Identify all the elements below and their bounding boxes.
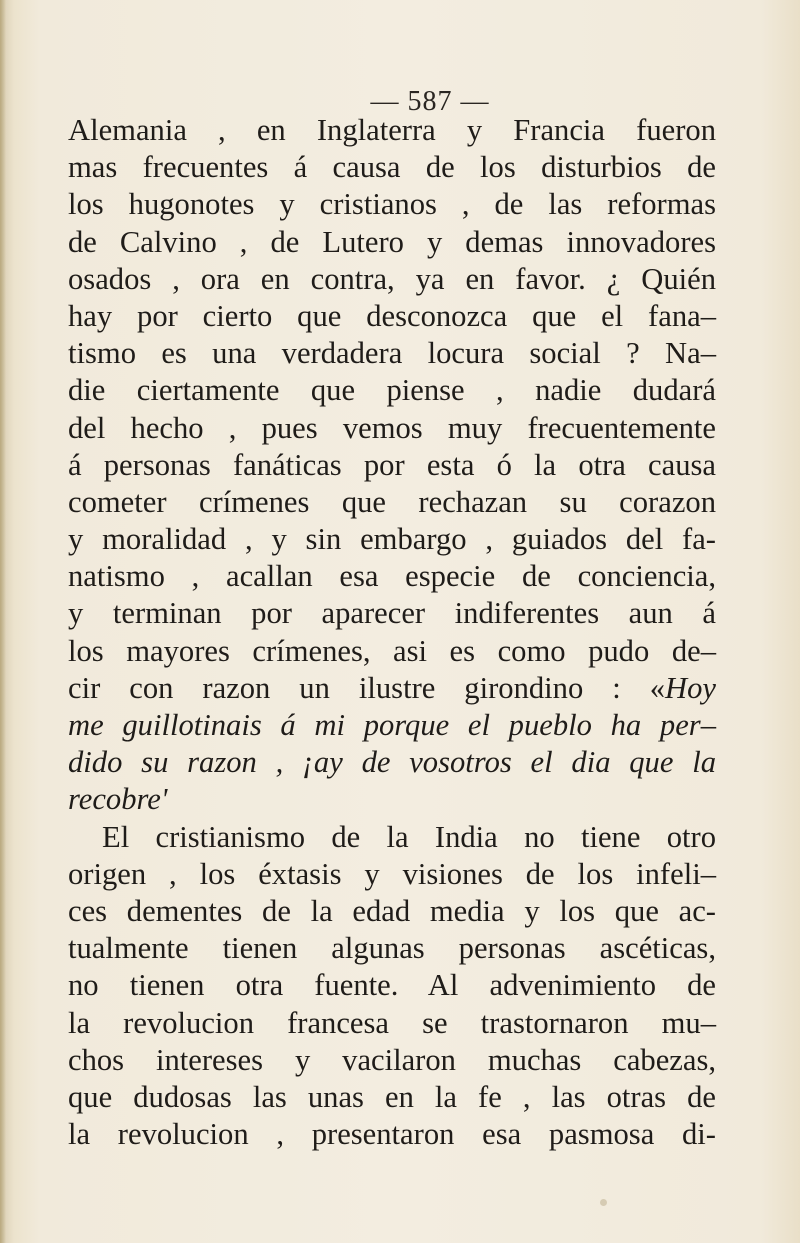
- paper-speck: [600, 1199, 607, 1206]
- text-line: tualmente tienen algunas personas ascéticas,: [68, 931, 716, 966]
- text-line: Alemania , en Inglaterra y Francia fueron: [68, 113, 716, 147]
- text-line: del hecho , pues vemos muy frecuentemente: [68, 410, 716, 445]
- spine-shadow: [0, 0, 6, 1243]
- quote-line: recobre': [68, 782, 168, 817]
- text-line: la revolucion francesa se trastornaron mu–: [68, 1005, 716, 1040]
- text-line: natismo , acallan esa especie de conciencia,: [68, 559, 716, 594]
- body-text: [68, 112, 716, 1153]
- text-line: la revolucion , presentaron esa pasmosa di-: [68, 1117, 716, 1152]
- text-line: que dudosas las unas en la fe , las otras de: [68, 1079, 716, 1114]
- text-line-with-quote: [68, 670, 716, 707]
- text-line: hay por cierto que desconozca que el fana–: [68, 298, 716, 333]
- text-line: no tienen otra fuente. Al advenimiento de: [68, 968, 716, 1003]
- text-line: chos intereses y vacilaron muchas cabezas,: [68, 1042, 716, 1077]
- paragraph-start: El cristianismo de la India no tiene otro: [102, 819, 716, 854]
- text-line: cometer crímenes que rechazan su corazon: [68, 484, 716, 519]
- text-line: tismo es una verdadera locura social ? Na–: [68, 336, 716, 371]
- text-line: osados , ora en contra, ya en favor. ¿ Quién: [68, 261, 716, 296]
- text-line: los mayores crímenes, asi es como pudo de–: [68, 633, 716, 668]
- text-line: de Calvino , de Lutero y demas innovadores: [68, 224, 716, 259]
- text-line: y terminan por aparecer indiferentes aun á: [68, 596, 716, 631]
- quote-start: Hoy: [665, 670, 716, 705]
- quote-line: dido su razon , ¡ay de vosotros el dia que la: [68, 745, 716, 780]
- page-number: — 587 —: [370, 86, 490, 117]
- text-line: die ciertamente que piense , nadie dudará: [68, 373, 716, 408]
- text-line: y moralidad , y sin embargo , guiados del fa-: [68, 522, 716, 557]
- quote-line: me guillotinais á mi porque el pueblo ha per–: [68, 708, 716, 742]
- text-line: ces dementes de la edad media y los que ac-: [68, 893, 716, 928]
- text-line: los hugonotes y cristianos , de las reformas: [68, 187, 716, 222]
- text-line: origen , los éxtasis y visiones de los infeli–: [68, 856, 716, 891]
- quote-intro: cir con razon un ilustre girondino : «: [68, 670, 666, 705]
- text-line: á personas fanáticas por esta ó la otra causa: [68, 447, 716, 482]
- text-line: mas frecuentes á causa de los disturbios de: [68, 150, 716, 185]
